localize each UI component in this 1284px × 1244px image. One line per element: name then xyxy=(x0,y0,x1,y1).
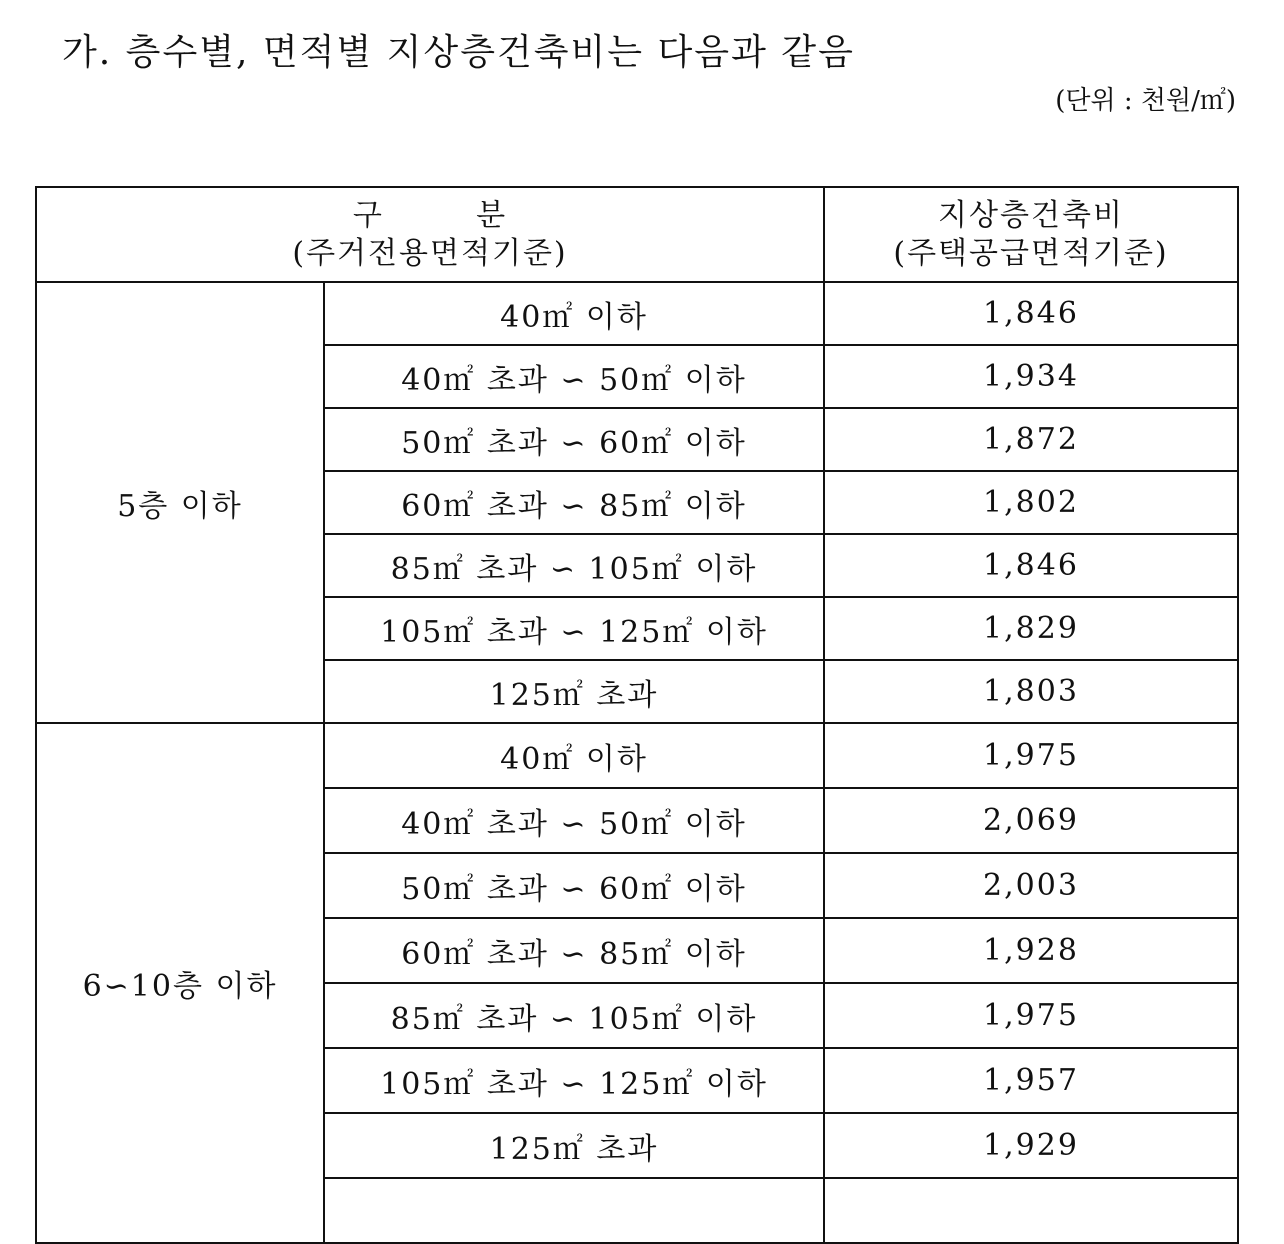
cost-cell: 1,846 xyxy=(824,282,1238,345)
header-category xyxy=(36,187,824,282)
area-range-cell: 40㎡ 이하 xyxy=(324,723,824,788)
area-range-cell: 85㎡ 초과 ∽ 105㎡ 이하 xyxy=(324,983,824,1048)
header-cost-title: 지상층건축비 xyxy=(938,197,1124,233)
area-range-cell: 105㎡ 초과 ∽ 125㎡ 이하 xyxy=(324,597,824,660)
cost-cell: 1,929 xyxy=(824,1113,1238,1178)
unit-note: (단위 : 천원/㎡) xyxy=(1055,86,1236,116)
cost-cell: 1,802 xyxy=(824,471,1238,534)
cost-cell: 1,846 xyxy=(824,534,1238,597)
cost-cell: 1,928 xyxy=(824,918,1238,983)
area-range-cell-continued xyxy=(324,1178,824,1243)
cost-cell: 1,957 xyxy=(824,1048,1238,1113)
cost-cell: 2,003 xyxy=(824,853,1238,918)
cost-cell: 1,975 xyxy=(824,723,1238,788)
area-range-cell: 40㎡ 이하 xyxy=(324,282,824,345)
cost-cell: 1,829 xyxy=(824,597,1238,660)
cost-cell: 2,069 xyxy=(824,788,1238,853)
header-category-title: 구 분 xyxy=(352,197,508,233)
cost-cell: 1,975 xyxy=(824,983,1238,1048)
area-range-cell: 50㎡ 초과 ∽ 60㎡ 이하 xyxy=(324,853,824,918)
floor-group-label: 6∽10층 이하 xyxy=(36,723,324,1243)
area-range-cell: 60㎡ 초과 ∽ 85㎡ 이하 xyxy=(324,471,824,534)
area-range-cell: 125㎡ 초과 xyxy=(324,660,824,723)
header-cost xyxy=(824,187,1238,282)
area-range-cell: 40㎡ 초과 ∽ 50㎡ 이하 xyxy=(324,345,824,408)
cost-cell: 1,872 xyxy=(824,408,1238,471)
header-cost-basis: (주택공급면적기준) xyxy=(893,235,1169,271)
area-range-cell: 125㎡ 초과 xyxy=(324,1113,824,1178)
area-range-cell: 105㎡ 초과 ∽ 125㎡ 이하 xyxy=(324,1048,824,1113)
cost-cell-continued xyxy=(824,1178,1238,1243)
floor-group-label: 5층 이하 xyxy=(36,282,324,723)
table-header-row xyxy=(36,187,1238,282)
cost-cell: 1,934 xyxy=(824,345,1238,408)
area-range-cell: 85㎡ 초과 ∽ 105㎡ 이하 xyxy=(324,534,824,597)
table-row xyxy=(36,282,1238,345)
section-heading: 가. 층수별, 면적별 지상층건축비는 다음과 같음 xyxy=(62,32,855,73)
area-range-cell: 60㎡ 초과 ∽ 85㎡ 이하 xyxy=(324,918,824,983)
header-category-basis: (주거전용면적기준) xyxy=(292,235,568,271)
cost-cell: 1,803 xyxy=(824,660,1238,723)
area-range-cell: 40㎡ 초과 ∽ 50㎡ 이하 xyxy=(324,788,824,853)
table-row xyxy=(36,723,1238,788)
area-range-cell: 50㎡ 초과 ∽ 60㎡ 이하 xyxy=(324,408,824,471)
construction-cost-table xyxy=(35,186,1239,1244)
